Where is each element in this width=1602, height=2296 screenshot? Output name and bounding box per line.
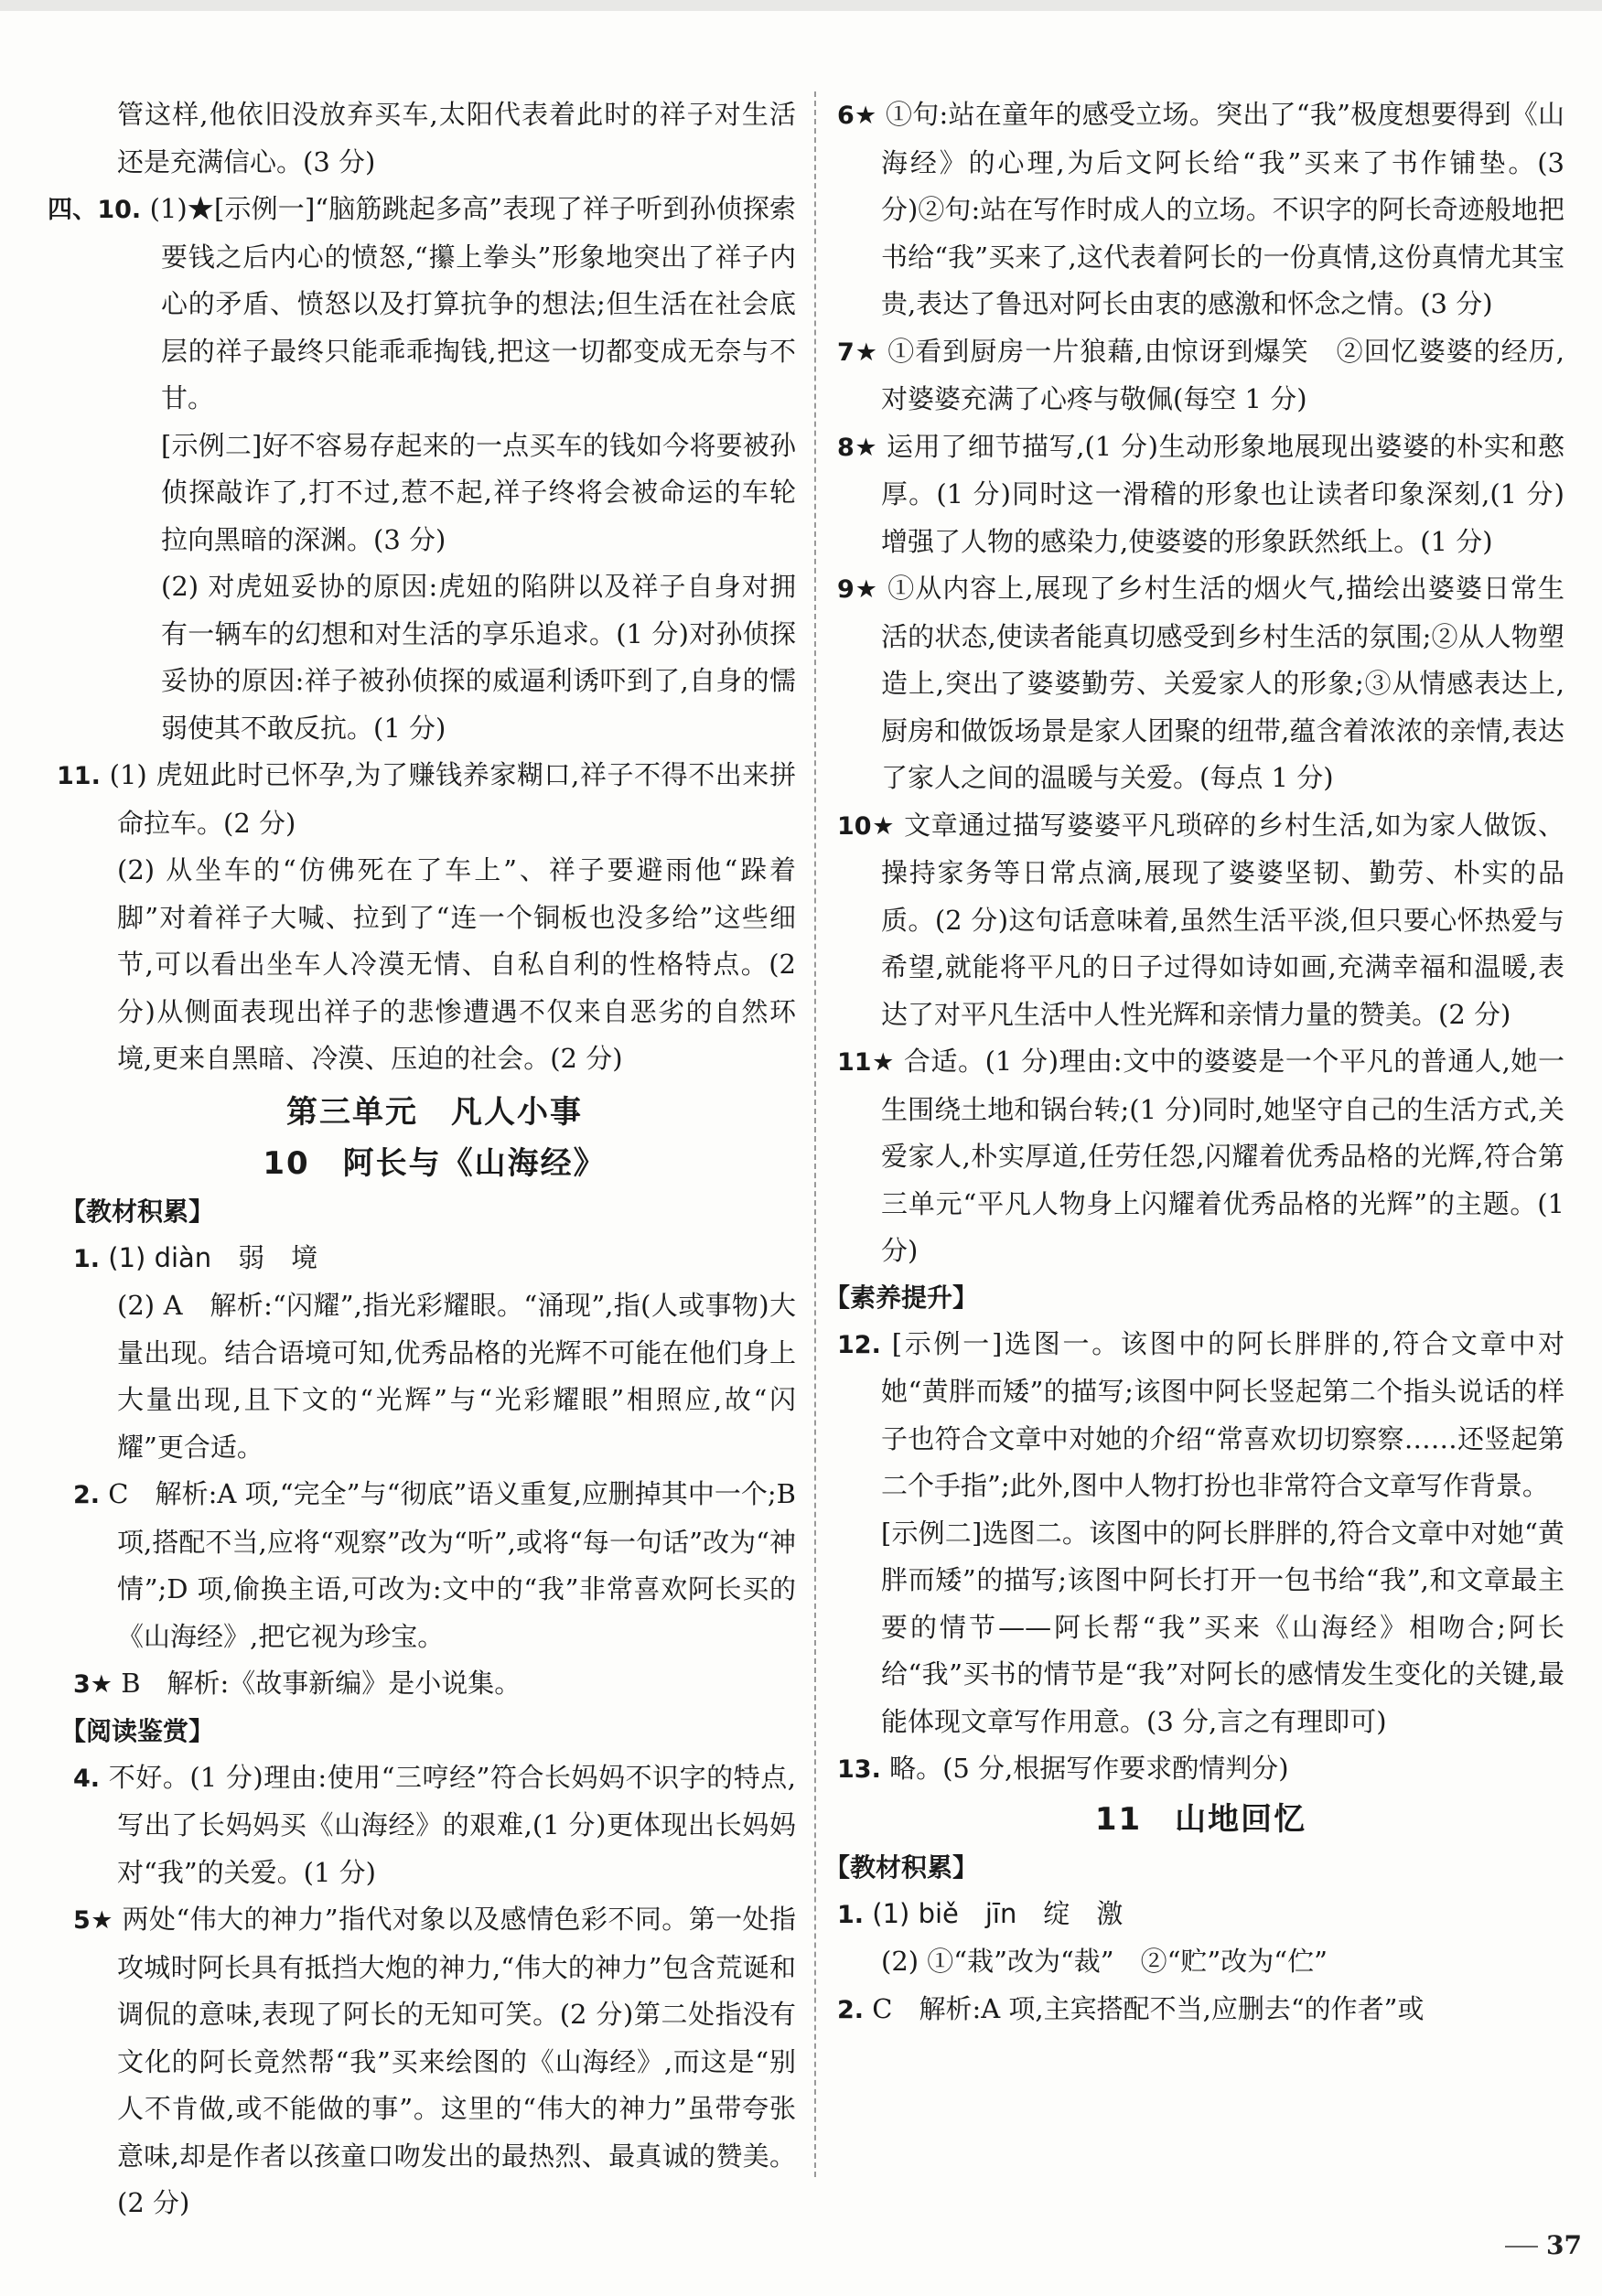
- question-3: [73, 1660, 796, 1709]
- answer-continued: [73, 91, 796, 186]
- question-2: [837, 1986, 1564, 2034]
- section-heading: 【阅读鉴赏】: [60, 1715, 215, 1746]
- lesson-title: 11 山地回忆: [1094, 1800, 1307, 1838]
- question-number: 6★: [837, 102, 877, 130]
- question-number: 9★: [837, 575, 879, 604]
- answer-text: ①句:站在童年的感受立场。突出了“我”极度想要得到《山海经》的心理,为后文阿长给“我”买来了书作铺垫。(3 分)②句:站在写作时成人的立场。不识字的阿长奇迹般地把书给“我”买来了,这代表着阿长的一份真情,这份真情尤其宝贵,表达了鲁迅对阿长由衷的感激和怀念之情。(3 分): [881, 99, 1564, 319]
- left-column: [48, 91, 796, 2227]
- question-number: 11.: [57, 762, 101, 790]
- question-number: 13.: [837, 1755, 881, 1784]
- section-heading: 【教材积累】: [60, 1196, 215, 1227]
- answer-text: 运用了细节描写,(1 分)生动形象地展现出婆婆的朴实和憨厚。(1 分)同时这一滑稽的形象也让读者印象深刻,(1 分)增强了人物的感染力,使婆婆的形象跃然纸上。(1 分): [881, 430, 1564, 557]
- question-1: [73, 1235, 796, 1472]
- answer-text: B 解析:《故事新编》是小说集。: [121, 1668, 521, 1699]
- question-11: [57, 752, 796, 1083]
- answer-text: C 解析:A 项,“完全”与“彻底”语义重复,应删掉其中一个;B 项,搭配不当,应将“观察”改为“听”,或将“每一句话”改为“神情”;D 项,偷换主语,可改为:文中的“我”非常喜欢阿长买的《山海经》,把它视为珍宝。: [108, 1478, 796, 1652]
- question-13: [837, 1745, 1564, 1794]
- question-5: [73, 1896, 796, 2227]
- question-number: 1.: [837, 1900, 865, 1929]
- section-heading: 【素养提升】: [824, 1282, 979, 1313]
- answer-text: 文章通过描写婆婆平凡琐碎的乡村生活,如为家人做饭、操持家务等日常点滴,展现了婆婆坚韧、勤劳、朴实的品质。(2 分)这句话意味着,虽然生活平淡,但只要心怀热爱与希望,就能将平凡的日子过得如诗如画,充满幸福和温暖,表达了对平凡生活中人性光辉和亲情力量的赞美。(2 分): [881, 809, 1564, 1030]
- page-number-rule: [1505, 2246, 1538, 2248]
- answer-text: (1)★[示例一]“脑筋跳起多高”表现了祥子听到孙侦探索要钱之后内心的愤怒,“攥上拳头”形象地突出了祥子内心的矛盾、愤怒以及打算抗争的想法;但生活在社会底层的祥子最终只能乖乖掏钱,把这一切都变成无奈与不甘。: [149, 193, 796, 413]
- right-column: [824, 91, 1565, 2033]
- question-number: 2.: [837, 1995, 865, 2024]
- question-11: [837, 1038, 1564, 1275]
- unit-title: 第三单元 凡人小事: [286, 1093, 583, 1131]
- answer-text: (2) 对虎妞妥协的原因:虎妞的陷阱以及祥子自身对拥有一辆车的幻想和对生活的享乐追求。(1 分)对孙侦探妥协的原因:祥子被孙侦探的威逼利诱吓到了,自身的懦弱使其不敢反抗。(1 分): [161, 571, 796, 744]
- section-heading: 【教材积累】: [824, 1851, 979, 1883]
- question-number: 5★: [73, 1906, 113, 1935]
- answer-text: 不好。(1 分)理由:使用“三哼经”符合长妈妈不识字的特点,写出了长妈妈买《山海经》的艰难,(1 分)更体现出长妈妈对“我”的关爱。(1 分): [108, 1761, 796, 1888]
- answer-text: 管这样,他依旧没放弃买车,太阳代表着此时的祥子对生活还是充满信心。(3 分): [117, 99, 796, 177]
- question-4: [73, 1754, 796, 1897]
- column-divider: [814, 91, 816, 2177]
- question-number: 10★: [837, 811, 896, 841]
- answer-text: 略。(5 分,根据写作要求酌情判分): [889, 1753, 1289, 1784]
- question-1: [837, 1891, 1564, 1986]
- question-7: [837, 328, 1564, 424]
- answer-text: 合适。(1 分)理由:文中的婆婆是一个平凡的普通人,她一生围绕土地和锅台转;(1 分)同时,她坚守自己的生活方式,关爱家人,朴实厚道,任劳任怨,闪耀着优秀品格的光辉,符合第三单元“平凡人物身上闪耀着优秀品格的光辉”的主题。(1 分): [881, 1046, 1565, 1266]
- answer-text: (2) 从坐车的“仿佛死在了车上”、祥子要避雨他“跺着脚”对着祥子大喊、拉到了“连一个铜板也没多给”这些细节,可以看出坐车人冷漠无情、自私自利的性格特点。(2 分)从侧面表现出祥子的悲惨遭遇不仅来自恶劣的自然环境,更来自黑暗、冷漠、压迫的社会。(2 分): [117, 854, 796, 1074]
- question-2: [73, 1471, 796, 1660]
- question-10: [837, 802, 1564, 1039]
- question-number: 3★: [73, 1670, 113, 1699]
- question-9: [837, 565, 1564, 802]
- answer-text: [示例二]选图二。该图中的阿长胖胖的,符合文章中对她“黄胖而矮”的描写;该图中阿长打开一包书给“我”,和文章最主要的情节——阿长帮“我”买来《山海经》相吻合;阿长给“我”买书的情节是“我”对阿长的感情发生变化的关键,最能体现文章写作用意。(3 分,言之有理即可): [881, 1517, 1564, 1737]
- question-number: 12.: [837, 1330, 881, 1359]
- lesson-title: 10 阿长与《山海经》: [263, 1144, 607, 1182]
- question-12: [837, 1321, 1564, 1746]
- answer-text: (1) diàn 弱 境: [108, 1241, 318, 1273]
- answer-text: (1) 虎妞此时已怀孕,为了赚钱养家糊口,祥子不得不出来拼命拉车。(2 分): [109, 759, 796, 839]
- question-8: [837, 424, 1564, 566]
- question-number: 8★: [837, 433, 878, 462]
- page-number: 37: [1546, 2230, 1582, 2260]
- answer-text: 两处“伟大的神力”指代对象以及感情色彩不同。第一处指攻城时阿长具有抵挡大炮的神力,“伟大的神力”包含荒诞和调侃的意味,表现了阿长的无知可笑。(2 分)第二处指没有文化的阿长竟然帮“我”买来绘图的《山海经》,而这是“别人不肯做,或不能做的事”。这里的“伟大的神力”虽带夸张意味,却是作者以孩童口吻发出的最热烈、最真诚的赞美。(2 分): [117, 1904, 796, 2218]
- answer-text: ①看到厨房一片狼藉,由惊讶到爆笑 ②回忆婆婆的经历,对婆婆充满了心疼与敬佩(每空 1 分): [881, 335, 1564, 414]
- answer-text: (2) ①“栽”改为“裁” ②“贮”改为“伫”: [881, 1946, 1328, 1977]
- answer-text: ①从内容上,展现了乡村生活的烟火气,描绘出婆婆日常生活的状态,使读者能真切感受到乡村生活的氛围;②从人物塑造上,突出了婆婆勤劳、关爱家人的形象;③从情感表达上,厨房和做饭场景是家人团聚的纽带,蕴含着浓浓的亲情,表达了家人之间的温暖与关爱。(每点 1 分): [881, 573, 1564, 793]
- question-number: 4.: [73, 1764, 101, 1793]
- answer-text: [示例一]选图一。该图中的阿长胖胖的,符合文章中对她“黄胖而矮”的描写;该图中阿长竖起第二个指头说话的样子也符合文章中对她的介绍“常喜欢切切察察……还竖起第二个手指”;此外,图中人物打扮也非常符合文章写作背景。: [881, 1327, 1564, 1501]
- question-number: 7★: [837, 338, 879, 367]
- question-10: [48, 186, 796, 752]
- question-number: 11★: [837, 1048, 895, 1077]
- question-number: 1.: [73, 1244, 101, 1273]
- answer-text: (2) A 解析:“闪耀”,指光彩耀眼。“涌现”,指(人或事物)大量出现。结合语境可知,优秀品格的光辉不可能在他们身上大量出现,且下文的“光辉”与“光彩耀眼”相照应,故“闪耀”更合适。: [117, 1290, 796, 1463]
- answer-text: [示例二]好不容易存起来的一点买车的钱如今将要被孙侦探敲诈了,打不过,惹不起,祥子终将会被命运的车轮拉向黑暗的深渊。(3 分): [161, 429, 796, 555]
- question-number: 四、10.: [48, 196, 142, 224]
- answer-text: C 解析:A 项,主宾搭配不当,应删去“的作者”或: [872, 1992, 1425, 2024]
- answer-text: (1) biě jīn 绽 激: [872, 1897, 1124, 1929]
- question-6: [837, 91, 1564, 328]
- question-number: 2.: [73, 1481, 101, 1509]
- top-edge: [0, 0, 1602, 11]
